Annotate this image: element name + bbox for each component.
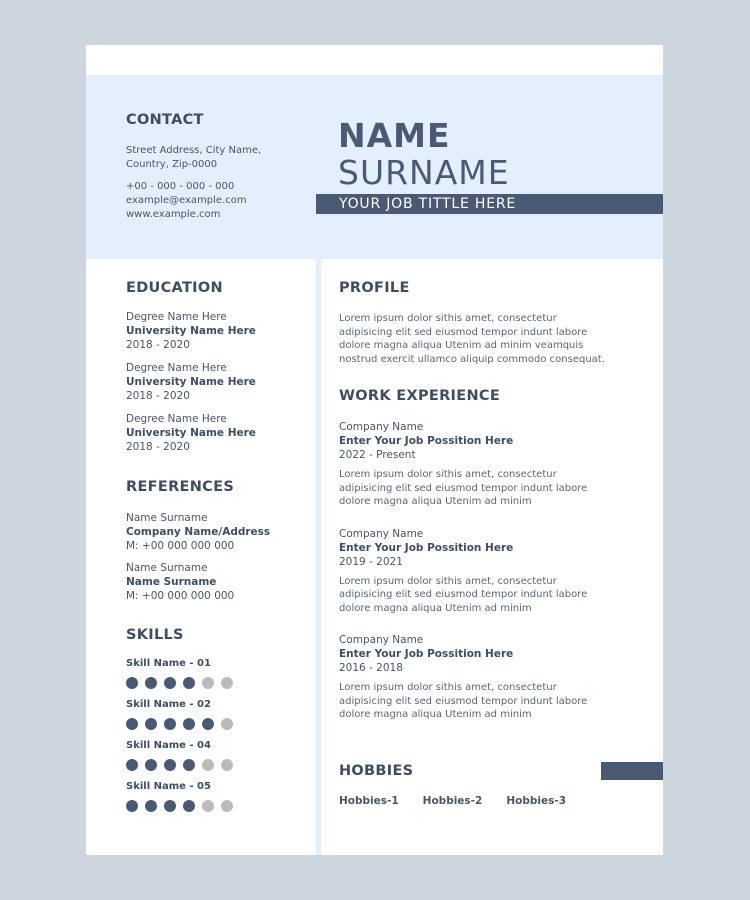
- work-years: 2016 - 2018: [339, 662, 403, 674]
- reference-phone: M: +00 000 000 000: [126, 590, 235, 602]
- company-name: Company Name: [339, 421, 424, 433]
- skill-dot-filled: [126, 800, 138, 812]
- skill-dot-filled: [126, 677, 138, 689]
- reference-item: [126, 561, 311, 603]
- hobbies-heading: HOBBIES: [339, 763, 414, 779]
- skill-name: Skill Name - 04: [126, 740, 211, 751]
- company-name: Company Name: [339, 634, 424, 646]
- contact-section: [126, 112, 306, 222]
- skill-dot-empty: [221, 677, 233, 689]
- reference-name: Name Surname: [126, 512, 208, 524]
- education-item: [126, 361, 311, 403]
- profile-heading: PROFILE: [339, 280, 410, 296]
- degree: Degree Name Here: [126, 413, 227, 425]
- skill-name: Skill Name - 05: [126, 781, 211, 792]
- profile-text: Lorem ipsum dolor sithis amet, consectetur adipisicing elit sed eiusmod tempor indunt labore dolore magna aliqua Utenim ad minim veamquis nostrud exercit ullamco aliquip commodo consequat.: [339, 313, 605, 365]
- work-description: Lorem ipsum dolor sithis amet, consectetur adipisicing elit sed eiusmod tempor indunt labore dolore magna aliqua Utenim ad minim: [339, 575, 588, 614]
- name: NAME: [338, 116, 451, 155]
- skill-dot-filled: [164, 677, 176, 689]
- work-description: Lorem ipsum dolor sithis amet, consectetur adipisicing elit sed eiusmod tempor indunt labore dolore magna aliqua Utenim ad minim: [339, 469, 588, 507]
- years: 2018 - 2020: [126, 441, 190, 453]
- skill-dot-empty: [221, 759, 233, 771]
- work-section: [339, 388, 589, 740]
- education-heading: EDUCATION: [126, 280, 223, 296]
- degree: Degree Name Here: [126, 362, 227, 374]
- university: University Name Here: [126, 427, 256, 439]
- skill-item: [126, 698, 311, 730]
- work-item: [339, 527, 589, 616]
- company-name: Company Name: [339, 527, 424, 540]
- skill-dot-filled: [126, 759, 138, 771]
- phone: +00 - 000 - 000 - 000: [126, 181, 235, 192]
- email: example@example.com: [126, 195, 247, 206]
- skill-dot-filled: [145, 677, 157, 689]
- skill-rating: [126, 718, 311, 730]
- skill-item: [126, 780, 311, 812]
- reference-name: Name Surname: [126, 562, 208, 574]
- reference-company: Name Surname: [126, 576, 217, 588]
- job-position: Enter Your Job Possition Here: [339, 648, 514, 660]
- website: www.example.com: [126, 209, 221, 220]
- university: University Name Here: [126, 376, 256, 388]
- hobby-item: Hobbies-3: [506, 795, 567, 807]
- skill-dot-filled: [164, 800, 176, 812]
- skill-rating: [126, 759, 311, 771]
- references-heading: REFERENCES: [126, 479, 235, 495]
- skill-dot-empty: [202, 800, 214, 812]
- job-position: Enter Your Job Possition Here: [339, 541, 514, 554]
- university: University Name Here: [126, 325, 256, 337]
- skill-dot-filled: [164, 718, 176, 730]
- skill-dot-empty: [221, 800, 233, 812]
- reference-company: Company Name/Address: [126, 526, 271, 538]
- skill-dot-filled: [183, 759, 195, 771]
- references-section: [126, 479, 311, 611]
- skill-dot-filled: [145, 718, 157, 730]
- skills-section: [126, 627, 311, 821]
- skill-dot-empty: [221, 718, 233, 730]
- contact-heading: CONTACT: [126, 112, 204, 128]
- skill-dot-filled: [145, 800, 157, 812]
- job-title: YOUR JOB TITTLE HERE: [316, 194, 663, 214]
- skill-dot-filled: [164, 759, 176, 771]
- skill-dot-filled: [183, 800, 195, 812]
- job-position: Enter Your Job Possition Here: [339, 435, 514, 447]
- years: 2018 - 2020: [126, 339, 190, 351]
- column-divider: [316, 259, 321, 855]
- skill-dot-empty: [202, 759, 214, 771]
- skill-dot-filled: [183, 718, 195, 730]
- skill-name: Skill Name - 02: [126, 699, 211, 710]
- education-item: [126, 310, 311, 352]
- skill-dot-filled: [145, 759, 157, 771]
- education-item: [126, 412, 311, 454]
- work-item: [339, 420, 589, 509]
- work-years: 2022 - Present: [339, 449, 416, 461]
- reference-phone: M: +00 000 000 000: [126, 540, 235, 552]
- hobby-item: Hobbies-1: [339, 795, 399, 807]
- hobbies-accent-bar: [601, 762, 663, 780]
- skill-dot-filled: [183, 677, 195, 689]
- work-heading: WORK EXPERIENCE: [339, 388, 501, 404]
- hobbies-section: [339, 763, 566, 807]
- profile-section: [339, 280, 609, 366]
- skill-dot-empty: [202, 677, 214, 689]
- skill-name: Skill Name - 01: [126, 658, 211, 669]
- work-item: [339, 633, 589, 722]
- education-section: [126, 280, 311, 463]
- skill-rating: [126, 677, 311, 689]
- skills-heading: SKILLS: [126, 627, 184, 643]
- reference-item: [126, 511, 311, 553]
- skill-item: [126, 739, 311, 771]
- skill-dot-filled: [126, 718, 138, 730]
- surname: SURNAME: [338, 153, 510, 192]
- address-line-2: Country, Zip-0000: [126, 159, 218, 170]
- address-line-1: Street Address, City Name,: [126, 145, 262, 156]
- skill-item: [126, 657, 311, 689]
- work-description: Lorem ipsum dolor sithis amet, consectetur adipisicing elit sed eiusmod tempor indunt labore dolore magna aliqua Utenim ad minim: [339, 682, 588, 720]
- work-years: 2019 - 2021: [339, 555, 403, 568]
- hobby-item: Hobbies-2: [422, 795, 483, 807]
- degree: Degree Name Here: [126, 311, 227, 323]
- years: 2018 - 2020: [126, 390, 190, 402]
- skill-dot-filled: [202, 718, 214, 730]
- skill-rating: [126, 800, 311, 812]
